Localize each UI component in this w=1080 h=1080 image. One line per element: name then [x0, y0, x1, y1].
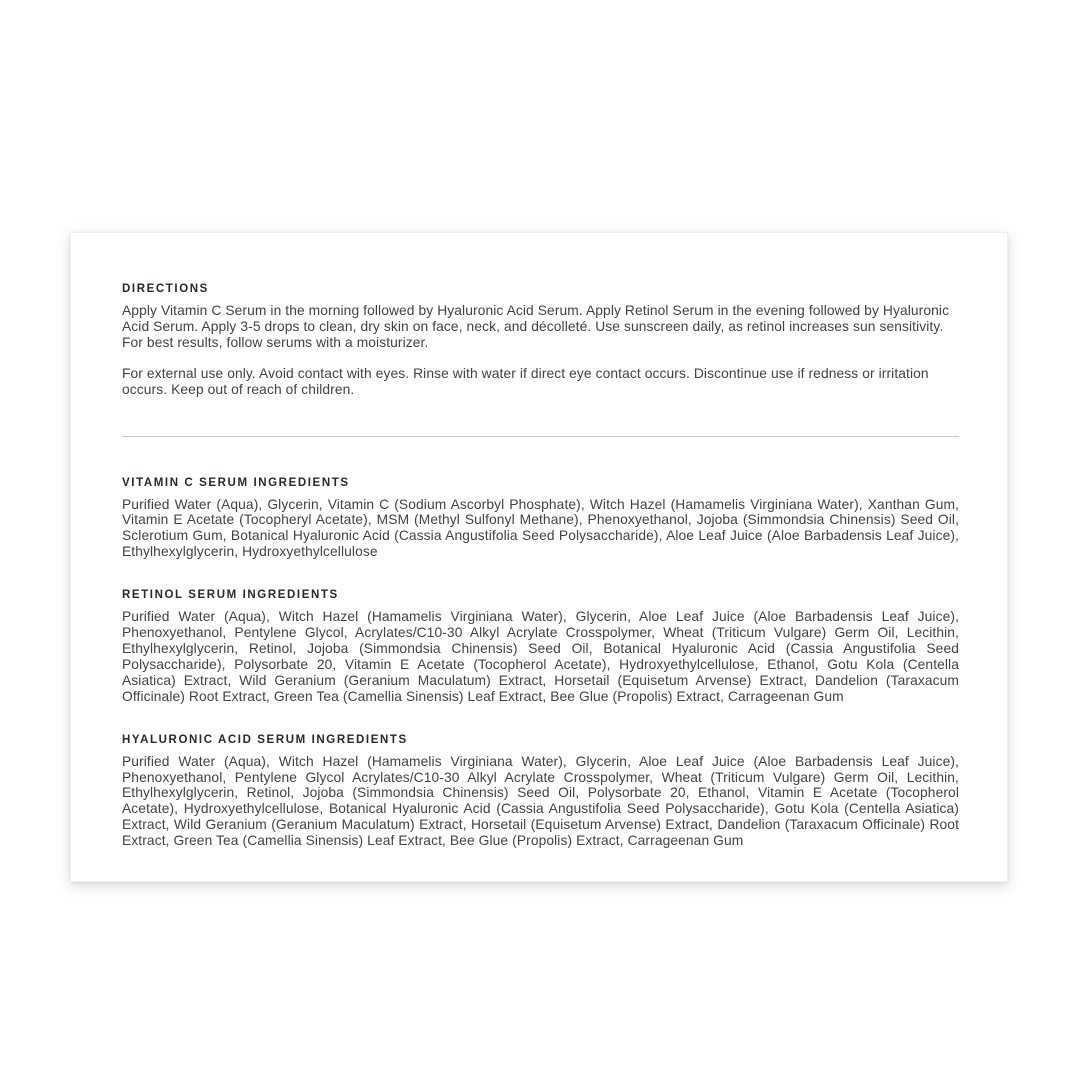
vitamin-c-ingredients-list: Purified Water (Aqua), Glycerin, Vitamin C (Sodium Ascorbyl Phosphate), Witch Hazel (Hamamelis Virginiana Water), Xanthan Gum, Vitamin E Acetate (Tocopheryl Acetate), MSM (Methyl Sulfonyl Methane), Phenoxyethanol, Jojoba (Simmondsia Chinensis) Seed Oil, Sclerotium Gum, Botanical Hyaluronic Acid (Cassia Angustifolia Seed Polysaccharide), Aloe Leaf Juice (Aloe Barbadensis Leaf Juice), Ethylhexylglycerin, Hydroxyethylcellulose [122, 496, 959, 560]
hyaluronic-ingredients-heading: HYALURONIC ACID SERUM INGREDIENTS [122, 733, 408, 746]
retinol-ingredients-heading: RETINOL SERUM INGREDIENTS [122, 589, 339, 602]
hyaluronic-ingredients-list: Purified Water (Aqua), Witch Hazel (Hamamelis Virginiana Water), Glycerin, Aloe Leaf Juice (Aloe Barbadensis Leaf Juice), Phenoxyethanol, Pentylene Glycol Acrylates/C10-30 Alkyl Acrylate Crosspolymer, Wheat (Triticum Vulgare) Germ Oil, Lecithin, Ethylhexylglycerin, Retinol, Jojoba (Simmondsia Chinensis) Seed Oil, Polysorbate 20, Ethanol, Vitamin E Acetate (Tocopherol Acetate), Hydroxyethylcellulose, Botanical Hyaluronic Acid (Cassia Angustifolia Seed Polysaccharide), Gotu Kola (Centella Asiatica) Extract, Wild Geranium (Geranium Maculatum) Extract, Horsetail (Equisetum Arvense) Extract, Dandelion (Taraxacum Officinale) Root Extract, Green Tea (Camellia Sinensis) Leaf Extract, Bee Glue (Propolis) Extract, Carrageenan Gum [122, 753, 959, 849]
section-divider [122, 436, 959, 437]
vitamin-c-ingredients-heading: VITAMIN C SERUM INGREDIENTS [122, 476, 350, 489]
directions-usage-paragraph: Apply Vitamin C Serum in the morning followed by Hyaluronic Acid Serum. Apply Retinol Serum in the evening followed by Hyaluronic Acid Serum. Apply 3-5 drops to clean, dry skin on face, neck, and décolleté. Use sunscreen daily, as retinol increases sun sensitivity. For best results, follow serums with a moisturizer. [122, 303, 950, 350]
product-label-card [70, 232, 1008, 882]
vitamin-c-ingredients-section [122, 477, 959, 561]
directions-section [122, 283, 959, 398]
hyaluronic-ingredients-section [122, 734, 959, 849]
directions-warning-paragraph: For external use only. Avoid contact with eyes. Rinse with water if direct eye contact occurs. Discontinue use if redness or irritation occurs. Keep out of reach of children. [122, 365, 929, 397]
retinol-ingredients-list: Purified Water (Aqua), Witch Hazel (Hamamelis Virginiana Water), Glycerin, Aloe Leaf Juice (Aloe Barbadensis Leaf Juice), Phenoxyethanol, Pentylene Glycol, Acrylates/C10-30 Alkyl Acrylate Crosspolymer, Wheat (Triticum Vulgare) Germ Oil, Lecithin, Ethylhexylglycerin, Retinol, Jojoba (Simmondsia Chinensis) Seed Oil, Botanical Hyaluronic Acid (Cassia Angustifolia Seed Polysaccharide), Polysorbate 20, Vitamin E Acetate (Tocopherol Acetate), Hydroxyethylcellulose, Ethanol, Gotu Kola (Centella Asiatica) Extract, Wild Geranium (Geranium Maculatum) Extract, Horsetail (Equisetum Arvense) Extract, Dandelion (Taraxacum Officinale) Root Extract, Green Tea (Camellia Sinensis) Leaf Extract, Bee Glue (Propolis) Extract, Carrageenan Gum [122, 609, 959, 704]
directions-heading: DIRECTIONS [122, 283, 209, 295]
retinol-ingredients-section [122, 589, 959, 704]
